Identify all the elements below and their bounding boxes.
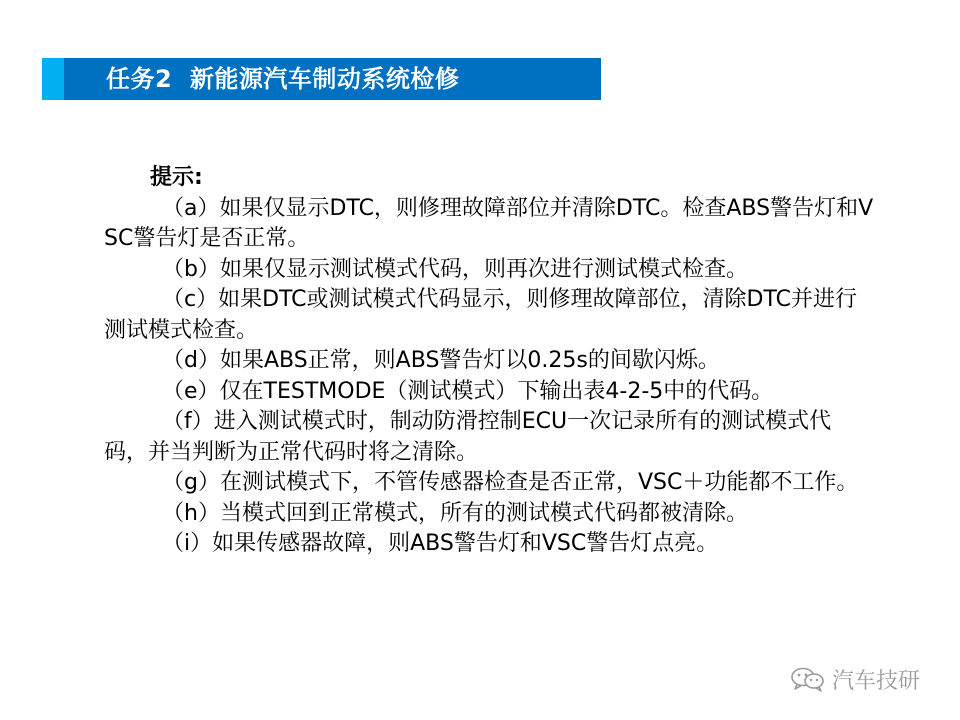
hint-item-i: （i）如果传感器故障，则ABS警告灯和VSC警告灯点亮。 xyxy=(162,531,719,556)
slide-content xyxy=(104,163,874,560)
hint-label: 提示: xyxy=(150,165,203,190)
hint-item-h: （h）当模式回到正常模式，所有的测试模式代码都被清除。 xyxy=(162,500,748,526)
hint-item-b: （b）如果仅显示测试模式代码，则再次进行测试模式检查。 xyxy=(162,256,748,282)
watermark-text: 汽车技研 xyxy=(832,668,921,694)
wechat-icon xyxy=(790,666,826,692)
watermark xyxy=(790,664,920,694)
hint-item-a: （a）如果仅显示DTC，则修理故障部位并清除DTC。检查ABS警告灯和VSC警告灯是否正常。 xyxy=(104,195,874,251)
hint-item-e: （e）仅在TESTMODE（测试模式）下输出表4-2-5中的代码。 xyxy=(162,378,774,404)
hint-item-c: （c）如果DTC或测试模式代码显示，则修理故障部位，清除DTC并进行测试模式检查。 xyxy=(104,287,858,343)
hint-item-f: （f）进入测试模式时，制动防滑控制ECU一次记录所有的测试模式代码，并当判断为正常代码时将之清除。 xyxy=(104,409,832,465)
hint-item-d: （d）如果ABS正常，则ABS警告灯以0.25s的间歇闪烁。 xyxy=(162,348,720,373)
hint-item-g: （g）在测试模式下，不管传感器检查是否正常，VSC＋功能都不工作。 xyxy=(162,470,859,495)
title-accent-bar xyxy=(42,58,64,100)
slide-title: 任务2 新能源汽车制动系统检修 xyxy=(106,65,460,93)
